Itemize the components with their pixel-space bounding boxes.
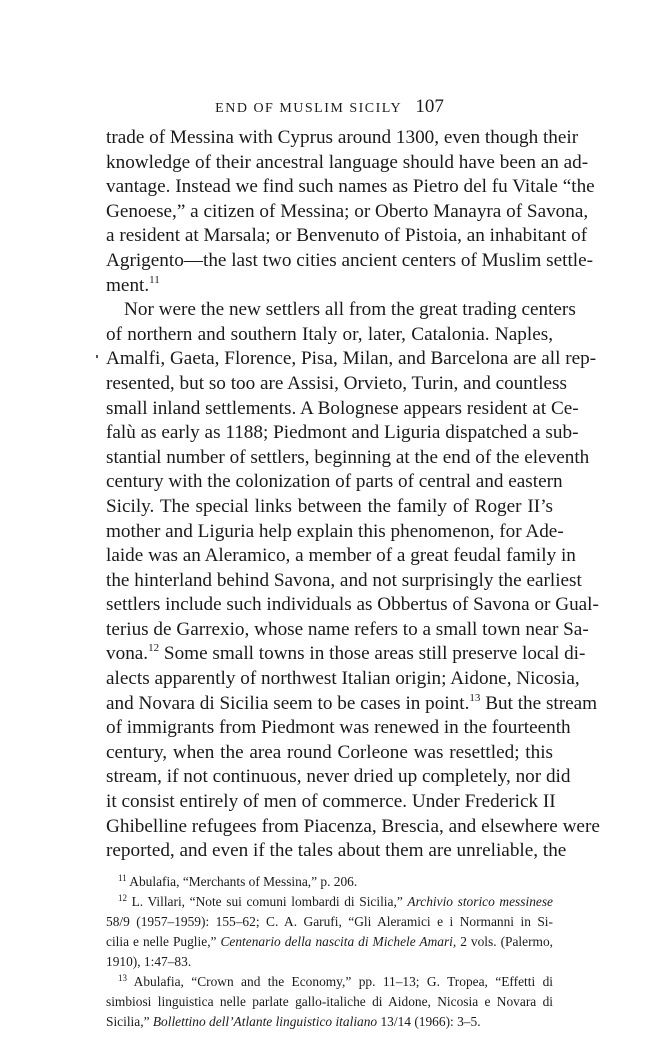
book-title: Centenario della nascita di Michele Amari, (220, 933, 457, 949)
footnote-ref-11[interactable]: 11 (149, 273, 160, 286)
journal-title: Bollettino dell’Atlante linguistico italiano (152, 1013, 378, 1029)
text-line: a resident at Marsala; or Benvenuto of Pistoia, an inhabitant of (106, 225, 588, 247)
footnote-12 (106, 892, 553, 912)
text-line: stream, if not continuous, never dried up completely, nor did (106, 766, 571, 788)
footnote-number: 12 (118, 892, 127, 903)
text-line: of northern and southern Italy or, later, Catalonia. Naples, (106, 323, 553, 345)
line-text: But the stream (480, 692, 598, 714)
text-line: Amalfi, Gaeta, Florence, Pisa, Milan, and Barcelona are all rep- (106, 348, 597, 370)
text-line: laide was an Aleramico, a member of a great feudal family in (106, 545, 576, 567)
text-line: falù as early as 1188; Piedmont and Liguria dispatched a sub- (106, 422, 579, 444)
text-line (106, 274, 553, 299)
footnote-11 (106, 872, 553, 892)
footnote-text: Abulafia, “Crown and the Economy,” pp. 11–13; G. Tropea, “Effetti di (133, 973, 554, 989)
footnotes (106, 872, 553, 1032)
text-line: mother and Liguria help explain this phenomenon, for Ade- (106, 520, 564, 542)
page-number: 107 (415, 96, 444, 117)
body-text (106, 126, 600, 864)
text-line: reported, and even if the tales about them are unreliable, the (106, 840, 567, 862)
text-line: terius de Garrexio, whose name refers to a small town near Sa- (106, 618, 589, 640)
text-line (106, 691, 598, 717)
footnote-13 (106, 972, 553, 992)
text-line: vantage. Instead we find such names as Pietro del fu Vitale “the (106, 176, 595, 198)
journal-title: Archivio storico messinese (407, 893, 553, 909)
footnote-line: simbiosi linguistica nelle parlate gallo-italiche di Aidone, Nicosia e Novara di (106, 993, 553, 1009)
footnote-ref-13[interactable]: 13 (469, 691, 481, 704)
text-line: Nor were the new settlers all from the great trading centers (124, 299, 576, 321)
footnote-text: Abulafia, “Merchants of Messina,” p. 206. (129, 873, 358, 889)
footnote-ref-12[interactable]: 12 (148, 642, 160, 655)
footnote-line (106, 932, 553, 952)
footnote-line: 1910), 1:47–83. (106, 953, 192, 969)
running-head-title: END OF MUSLIM SICILY (215, 101, 403, 116)
text-line: it consist entirely of men of commerce. Under Frederick II (106, 791, 556, 813)
footnote-number: 13 (118, 972, 127, 983)
text-line: settlers include such individuals as Obbertus of Savona or Gual- (106, 594, 599, 616)
text-line: century with the colonization of parts of central and eastern (106, 471, 563, 493)
text-line: trade of Messina with Cyprus around 1300, even though their (106, 127, 579, 148)
text-line: the hinterland behind Savona, and not surprisingly the earliest (106, 569, 582, 591)
line-text: Some small towns in those areas still preserve local di- (159, 643, 586, 665)
line-text: and Novara di Sicilia seem to be cases in point. (106, 692, 470, 714)
footnote-line (106, 1012, 553, 1032)
text-line: Agrigento—the last two cities ancient centers of Muslim settle- (106, 249, 594, 271)
footnote-number: 11 (118, 872, 127, 883)
text-line: Genoese,” a citizen of Messina; or Oberto Manayra of Savona, (106, 200, 589, 222)
running-head (106, 96, 553, 118)
line-text: ment. (106, 274, 150, 296)
margin-mark (96, 355, 98, 358)
text-line: of immigrants from Piedmont was renewed in the fourteenth (106, 717, 571, 739)
text-line: alects apparently of northwest Italian origin; Aidone, Nicosia, (106, 668, 580, 690)
line-text: vona. (106, 643, 149, 665)
text-line (106, 642, 586, 667)
book-page (106, 96, 600, 1032)
text-line: century, when the area round Corleone was resettled; this (106, 741, 553, 763)
footnote-text: cilia e nelle Puglie,” (106, 933, 221, 949)
footnote-text: L. Villari, “Note sui comuni lombardi di Sicilia,” (131, 893, 408, 909)
footnote-line: 58/9 (1957–1959): 155–62; C. A. Garufi, “Gli Aleramici e i Normanni in Si- (106, 913, 553, 929)
text-line: stantial number of settlers, beginning at the end of the eleventh (106, 446, 590, 468)
footnote-text: Sicilia,” (106, 1013, 153, 1029)
text-line: knowledge of their ancestral language should have been an ad- (106, 151, 589, 173)
text-line: resented, but so too are Assisi, Orvieto, Turin, and countless (106, 372, 567, 394)
text-line: small inland settlements. A Bolognese appears resident at Ce- (106, 397, 579, 419)
footnote-text: 13/14 (1966): 3–5. (377, 1013, 481, 1029)
footnote-text: 2 vols. (Palermo, (456, 933, 554, 949)
text-line: Sicily. The special links between the family of Roger II’s (106, 495, 553, 517)
text-line: Ghibelline refugees from Piacenza, Brescia, and elsewhere were (106, 815, 600, 837)
